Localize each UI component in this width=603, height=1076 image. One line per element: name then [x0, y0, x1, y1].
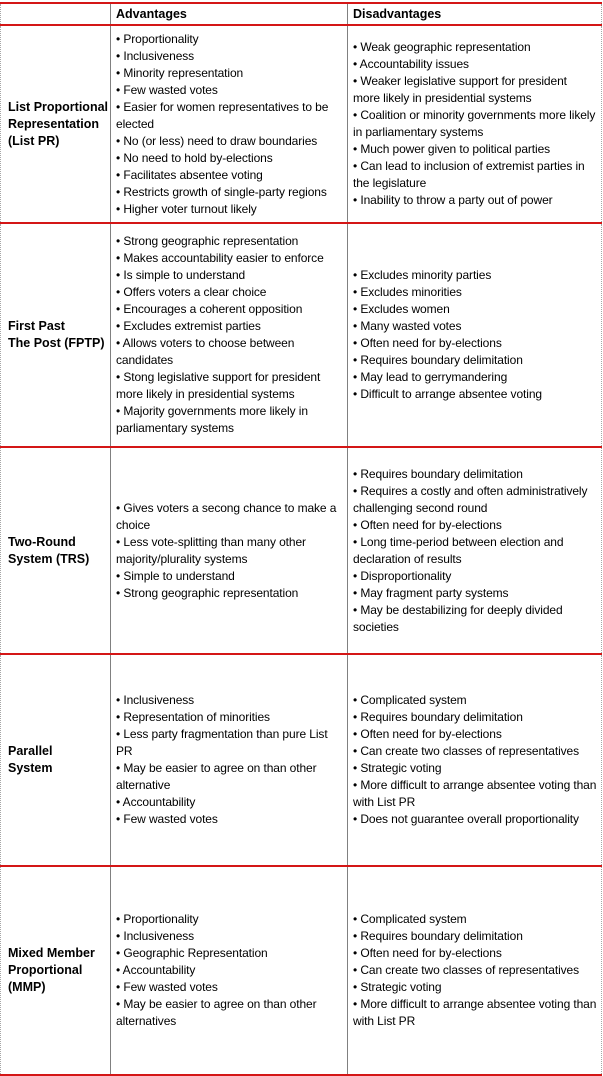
advantages-bullet-item: • Minority representation — [116, 65, 244, 80]
advantages-bullet-item: • Less vote-splitting than many other majority/plurality systems — [116, 534, 306, 566]
disadvantages-bullet-item: • Many wasted votes — [353, 319, 462, 333]
disadvantages-bullet-item: • Difficult to arrange absentee voting — [353, 387, 542, 401]
system-name-line: Parallel — [8, 744, 53, 758]
advantages-bullet-item: • Higher voter turnout likely — [116, 201, 257, 216]
system-name-cell — [1, 866, 111, 1075]
advantages-bullet-item: • No need to hold by-elections — [116, 150, 273, 165]
disadvantages-bullet-item: • May be destabilizing for deeply divided societies — [353, 602, 563, 634]
advantages-bullet-item: • Few wasted votes — [116, 812, 218, 826]
advantages-bullet-item: • Few wasted votes — [116, 980, 218, 994]
disadvantages-bullet-item: • Strategic voting — [353, 761, 442, 775]
advantages-cell — [111, 223, 348, 447]
advantages-bullet-item: • Stong legislative support for president more likely in presidential systems — [116, 370, 321, 401]
electoral-systems-comparison-table — [0, 2, 602, 1076]
system-name-line: Mixed Member — [8, 946, 95, 960]
system-name-line: Representation — [8, 116, 99, 131]
disadvantages-bullet-item: • More difficult to arrange absentee voting than with List PR — [353, 997, 597, 1028]
disadvantages-bullet-item: • Much power given to political parties — [353, 142, 551, 156]
table-row — [1, 25, 602, 223]
advantages-bullet-item: • Facilitates absentee voting — [116, 167, 263, 182]
disadvantages-bullet-item: • Long time-period between election and declaration of results — [353, 534, 564, 566]
disadvantages-bullet-item: • Requires boundary delimitation — [353, 466, 523, 481]
advantages-cell — [111, 866, 348, 1075]
disadvantages-bullet-item: • Inability to throw a party out of power — [353, 193, 553, 207]
disadvantages-bullet-item: • Requires a costly and often administratively challenging second round — [353, 483, 588, 515]
advantages-bullet-item: • Gives voters a secong chance to make a choice — [116, 500, 337, 532]
system-name-line: (List PR) — [8, 133, 60, 148]
advantages-bullet-item: • Less party fragmentation than pure List PR — [116, 727, 328, 758]
system-name-line: (MMP) — [8, 980, 46, 994]
advantages-bullet-item: • Restricts growth of single-party regions — [116, 184, 327, 199]
advantages-cell — [111, 25, 348, 223]
header-system-cell — [1, 3, 111, 25]
advantages-bullet-item: • Inclusiveness — [116, 929, 195, 943]
disadvantages-bullet-item: • May lead to gerrymandering — [353, 370, 508, 384]
table-row — [1, 223, 602, 447]
advantages-bullet-item: • Majority governments more likely in parliamentary systems — [116, 404, 308, 435]
disadvantages-cell — [348, 866, 602, 1075]
disadvantages-bullet-item: • Excludes minorities — [353, 285, 462, 299]
disadvantages-bullet-item: • Weak geographic representation — [353, 40, 531, 54]
advantages-bullet-item: • Simple to understand — [116, 568, 235, 583]
advantages-bullet-item: • Allows voters to choose between candidates — [116, 336, 295, 367]
advantages-bullet-item: • Accountability — [116, 963, 196, 977]
advantages-bullet-item: • May be easier to agree on than other alternatives — [116, 997, 317, 1028]
disadvantages-bullet-item: • More difficult to arrange absentee voting than with List PR — [353, 778, 597, 809]
advantages-bullet-item: • May be easier to agree on than other alternative — [116, 761, 317, 792]
disadvantages-bullet-item: • May fragment party systems — [353, 585, 509, 600]
disadvantages-bullet-item: • Can create two classes of representatives — [353, 963, 580, 977]
disadvantages-bullet-item: • Does not guarantee overall proportionality — [353, 812, 579, 826]
advantages-bullet-item: • Is simple to understand — [116, 268, 246, 282]
advantages-bullet-item: • Representation of minorities — [116, 710, 270, 724]
system-name-line: The Post (FPTP) — [8, 336, 105, 350]
table-row — [1, 866, 602, 1075]
disadvantages-bullet-item: • Often need for by-elections — [353, 517, 502, 532]
disadvantages-bullet-item: • Requires boundary delimitation — [353, 929, 523, 943]
system-name-line: First Past — [8, 319, 65, 333]
system-name-cell — [1, 447, 111, 654]
disadvantages-bullet-item: • Coalition or minority governments more likely in parliamentary systems — [353, 108, 596, 139]
table-body — [1, 25, 602, 1075]
header-advantages-cell: Advantages — [111, 3, 348, 25]
table-header-row — [1, 3, 602, 25]
system-name-line: System — [8, 761, 53, 775]
disadvantages-bullet-item: • Often need for by-elections — [353, 336, 502, 350]
advantages-cell — [111, 654, 348, 866]
disadvantages-bullet-item: • Disproportionality — [353, 568, 452, 583]
advantages-bullet-item: • Inclusiveness — [116, 693, 195, 707]
disadvantages-bullet-item: • Requires boundary delimitation — [353, 353, 523, 367]
disadvantages-bullet-item: • Complicated system — [353, 693, 467, 707]
advantages-bullet-item: • Proportionality — [116, 912, 199, 926]
table-row — [1, 447, 602, 654]
advantages-bullet-item: • Proportionality — [116, 31, 199, 46]
advantages-bullet-item: • Encourages a coherent opposition — [116, 302, 303, 316]
advantages-cell — [111, 447, 348, 654]
disadvantages-bullet-item: • Strategic voting — [353, 980, 442, 994]
disadvantages-bullet-item: • Excludes women — [353, 302, 450, 316]
advantages-bullet-item: • Strong geographic representation — [116, 585, 299, 600]
disadvantages-bullet-item: • Weaker legislative support for president more likely in presidential systems — [353, 74, 567, 105]
disadvantages-bullet-item: • Can create two classes of representatives — [353, 744, 580, 758]
disadvantages-bullet-item: • Often need for by-elections — [353, 727, 502, 741]
system-name-line: List Proportional — [8, 99, 108, 114]
system-name-cell — [1, 654, 111, 866]
system-name-line: System (TRS) — [8, 551, 90, 566]
disadvantages-cell — [348, 447, 602, 654]
advantages-bullet-item: • Easier for women representatives to be elected — [116, 99, 329, 131]
disadvantages-bullet-item: • Complicated system — [353, 912, 467, 926]
advantages-bullet-item: • Strong geographic representation — [116, 234, 299, 248]
disadvantages-bullet-item: • Requires boundary delimitation — [353, 710, 523, 724]
system-name-line: Two-Round — [8, 534, 76, 549]
advantages-bullet-item: • Offers voters a clear choice — [116, 285, 267, 299]
system-name-cell — [1, 223, 111, 447]
disadvantages-cell — [348, 25, 602, 223]
advantages-bullet-item: • Makes accountability easier to enforce — [116, 251, 324, 265]
disadvantages-cell — [348, 223, 602, 447]
system-name-line: Proportional — [8, 963, 83, 977]
advantages-bullet-item: • No (or less) need to draw boundaries — [116, 133, 318, 148]
advantages-bullet-item: • Accountability — [116, 795, 196, 809]
advantages-bullet-item: • Few wasted votes — [116, 82, 218, 97]
disadvantages-bullet-item: • Can lead to inclusion of extremist parties in the legislature — [353, 159, 585, 190]
advantages-bullet-item: • Excludes extremist parties — [116, 319, 261, 333]
disadvantages-bullet-item: • Accountability issues — [353, 57, 469, 71]
table-row — [1, 654, 602, 866]
disadvantages-bullet-item: • Excludes minority parties — [353, 268, 492, 282]
header-disadvantages-cell: Disadvantages — [348, 3, 602, 25]
disadvantages-cell — [348, 654, 602, 866]
advantages-bullet-item: • Geographic Representation — [116, 946, 268, 960]
system-name-cell — [1, 25, 111, 223]
advantages-bullet-item: • Inclusiveness — [116, 48, 195, 63]
disadvantages-bullet-item: • Often need for by-elections — [353, 946, 502, 960]
